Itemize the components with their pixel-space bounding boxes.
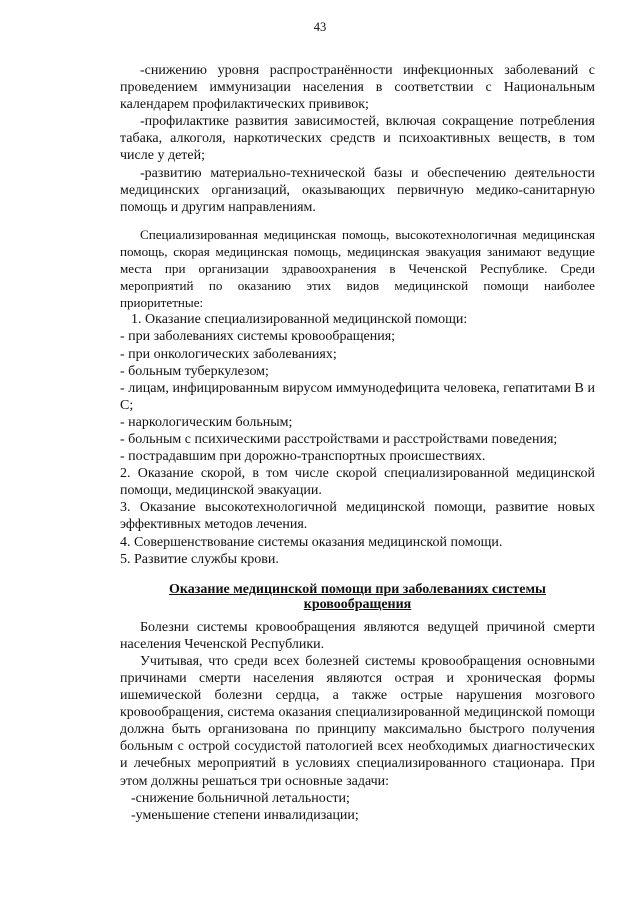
- task-item: -снижение больничной летальности;: [131, 790, 350, 806]
- list-item: - при заболеваниях системы кровообращения;: [120, 329, 396, 345]
- list-item: - больным туберкулезом;: [120, 363, 269, 379]
- list-item: 5. Развитие службы крови.: [120, 551, 279, 567]
- paragraph-leading-cause: Болезни системы кровообращения являются ведущей причиной смерти населения Чеченской Республики.: [120, 619, 595, 652]
- paragraph-addiction-prevention: -профилактике развития зависимостей, включая сокращение потребления табака, алкоголя, наркотических средств и психоактивных веществ, в том числе у детей;: [120, 114, 595, 164]
- paragraph-organization: Учитывая, что среди всех болезней системы кровообращения основными причинами смерти населения являются острая и хроническая формы ишемической болезни сердца, а также острые нарушения мозгового кровообращения, система оказания специализированной медицинской помощи должна быть организована по принципу максимально быстрого получения больным с острой сосудистой патологией всех необходимых диагностических и лечебных мероприятий в условиях специализированного стационара. При этом должны решаться три основные задачи:: [120, 653, 595, 789]
- page-number: 43: [313, 20, 327, 34]
- list-item: - лицам, инфицированным вирусом иммунодефицита человека, гепатитами В и С;: [120, 380, 595, 413]
- task-item: -уменьшение степени инвалидизации;: [131, 807, 359, 823]
- list-item: - пострадавшим при дорожно-транспортных происшествиях.: [120, 449, 486, 465]
- paragraph-intro: Специализированная медицинская помощь, высокотехнологичная медицинская помощь, скорая медицинская помощь, медицинская эвакуация занимают ведущие места при организации здравоохранения в Чеченской Республике. Среди мероприятий по оказанию этих видов медицинской помощи наиболее приоритетные:: [120, 226, 595, 311]
- paragraph-immunization: -снижению уровня распространённости инфекционных заболеваний с проведением иммунизации населения в соответствии с Национальным календарем профилактических прививок;: [120, 63, 595, 113]
- list-item: 1. Оказание специализированной медицинской помощи:: [131, 312, 468, 328]
- document-body: [120, 62, 595, 824]
- section-heading: Оказание медицинской помощи при заболеваниях системы кровообращения: [169, 581, 546, 612]
- list-item: - больным с психическими расстройствами и расстройствами поведения;: [120, 431, 558, 447]
- list-item: 2. Оказание скорой, в том числе скорой специализированной медицинской помощи, медицинской эвакуации.: [120, 466, 595, 499]
- list-item: 3. Оказание высокотехнологичной медицинской помощи, развитие новых эффективных методов лечения.: [120, 500, 595, 533]
- list-item: - наркологическим больным;: [120, 414, 293, 430]
- list-item: - при онкологических заболеваниях;: [120, 346, 337, 362]
- list-item: 4. Совершенствование системы оказания медицинской помощи.: [120, 534, 503, 550]
- paragraph-material-base: -развитию материально-технической базы и обеспечению деятельности медицинских организаций, оказывающих первичную медико-санитарную помощь и другим направлениям.: [120, 165, 595, 215]
